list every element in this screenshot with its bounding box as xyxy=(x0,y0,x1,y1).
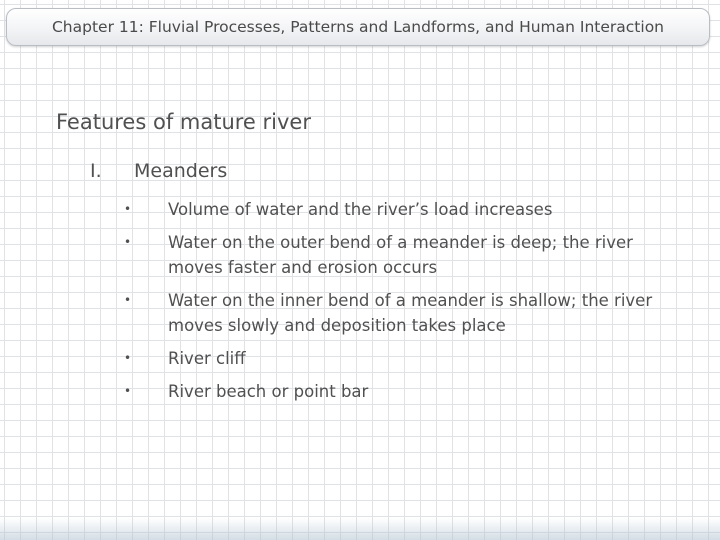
bullet-item xyxy=(124,230,684,280)
bullet-text: Water on the inner bend of a meander is shallow; the river moves slowly and deposition takes place xyxy=(168,291,653,335)
bullet-item xyxy=(124,346,684,371)
bullet-text: River cliff xyxy=(168,349,246,368)
bullet-item xyxy=(124,288,684,338)
section-heading xyxy=(90,160,227,182)
chapter-header-bar xyxy=(6,8,710,46)
bullet-icon: • xyxy=(124,202,132,216)
bullet-text: Water on the outer bend of a meander is deep; the river moves faster and erosion occurs xyxy=(168,233,633,277)
slide-title: Features of mature river xyxy=(56,110,311,134)
bullet-icon: • xyxy=(124,351,132,365)
section-heading-text: Meanders xyxy=(134,160,228,182)
bullet-icon: • xyxy=(124,384,132,398)
bottom-decorative-band xyxy=(0,518,720,540)
bullet-item xyxy=(124,197,684,222)
bullet-text: Volume of water and the river’s load increases xyxy=(168,200,553,219)
bullet-list xyxy=(124,197,684,412)
bullet-item xyxy=(124,379,684,404)
bullet-icon: • xyxy=(124,293,132,307)
bullet-icon: • xyxy=(124,235,132,249)
bullet-text: River beach or point bar xyxy=(168,382,369,401)
chapter-title: Chapter 11: Fluvial Processes, Patterns and Landforms, and Human Interaction xyxy=(51,18,664,36)
section-numeral: I. xyxy=(90,160,102,182)
